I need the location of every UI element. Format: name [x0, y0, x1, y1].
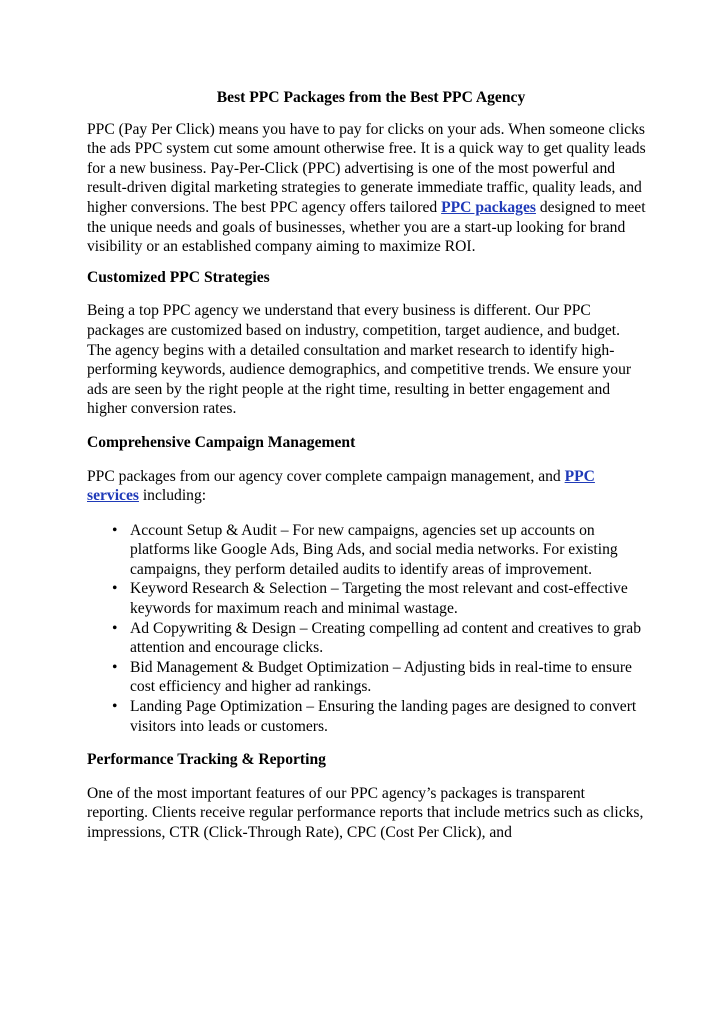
ppc-services-link[interactable]: PPC services [87, 467, 595, 505]
bullet-icon: • [112, 619, 118, 637]
list-item-text: Ad Copywriting & Design – Creating compelling ad content and creatives to grab attention and encourage clicks. [130, 619, 642, 657]
list-item-text: Keyword Research & Selection – Targeting the most relevant and cost-effective keywords for maximum reach and minimal wastage. [130, 580, 628, 618]
list-item [87, 521, 647, 580]
intro-text-start: PPC (Pay Per Click) means you have to pay for clicks on your ads. When someone clicks the ads PPC system cut some amount otherwise free. It is a quick way to get quality leads for a new business. Pay-Per-Click (PPC) advertising is one of the most powerful and result-driven digital marketing strategies to generate immediate traffic, quality leads, and higher conversions. The best PPC agency offers tailored [87, 120, 646, 216]
bullet-icon: • [112, 698, 118, 716]
list-item [87, 658, 647, 697]
campaign-management-intro [87, 467, 647, 506]
list-item [87, 579, 647, 618]
section-heading-customized-strategies: Customized PPC Strategies [87, 268, 270, 286]
intro-text-end: designed to meet the unique needs and goals of businesses, whether you are a start-up looking for brand visibility or an established company aiming to maximize ROI. [87, 198, 646, 256]
section-heading-campaign-management: Comprehensive Campaign Management [87, 433, 356, 451]
campaign-intro-text-end: including: [138, 487, 207, 505]
section-heading-performance-tracking: Performance Tracking & Reporting [87, 751, 326, 769]
performance-tracking-paragraph: One of the most important features of our PPC agency’s packages is transparent reporting. Clients receive regular performance reports that include metrics such as clicks, impressions, CTR (Click-Through Rate), CPC (Cost Per Click), and [87, 784, 644, 841]
intro-paragraph [87, 120, 647, 257]
campaign-intro-text-start: PPC packages from our agency cover complete campaign management, and [87, 467, 565, 485]
bullet-icon: • [112, 580, 118, 598]
list-item-text: Bid Management & Budget Optimization – Adjusting bids in real-time to ensure cost efficiency and higher ad rankings. [130, 658, 632, 696]
bullet-icon: • [112, 521, 118, 539]
ppc-packages-link[interactable]: PPC packages [441, 198, 536, 216]
page-title: Best PPC Packages from the Best PPC Agency [216, 89, 526, 106]
customized-strategies-paragraph: Being a top PPC agency we understand that every business is different. Our PPC packages are customized based on industry, competition, target audience, and budget. The agency begins with a detailed consultation and market research to identify high-performing keywords, audience demographics, and competitive trends. We ensure your ads are seen by the right people at the right time, resulting in better engagement and higher conversion rates. [87, 302, 632, 418]
bullet-icon: • [112, 658, 118, 676]
services-list [87, 521, 647, 737]
list-item [87, 619, 647, 658]
list-item [87, 697, 647, 736]
list-item-text: Account Setup & Audit – For new campaigns, agencies set up accounts on platforms like Google Ads, Bing Ads, and social media networks. For existing campaigns, they perform detailed audits to identify areas of improvement. [130, 521, 618, 578]
list-item-text: Landing Page Optimization – Ensuring the landing pages are designed to convert visitors into leads or customers. [130, 698, 637, 735]
document-page [87, 78, 647, 843]
